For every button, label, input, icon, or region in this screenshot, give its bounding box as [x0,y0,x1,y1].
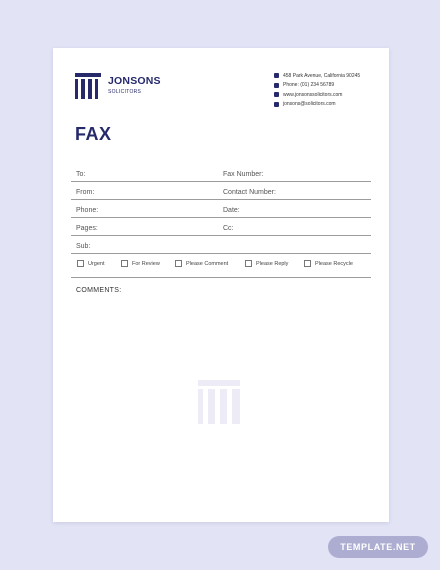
please-comment-checkbox[interactable] [175,260,228,267]
urgent-checkbox[interactable] [77,260,105,267]
sub-field[interactable]: Sub: [76,243,91,250]
field-row [71,164,371,182]
to-field[interactable]: To: [76,171,86,178]
template-net-badge: TEMPLATE.NET [328,536,428,558]
date-field[interactable]: Date: [223,207,240,214]
contact-block [274,71,360,109]
address-text: 458 Park Avenue, California 90245 [283,72,361,79]
fax-fields [71,164,371,254]
please-recycle-label: Please Recycle [315,260,353,267]
for-review-checkbox[interactable] [121,260,160,267]
checkbox-box[interactable] [175,260,182,267]
pillars-watermark-icon [198,380,240,424]
website-text: www.jonsonssolicitors.com [283,91,343,98]
cc-field[interactable]: Cc: [223,225,234,232]
field-row [71,200,371,218]
pillars-logo-icon [75,73,101,99]
from-field[interactable]: From: [76,189,95,196]
please-reply-label: Please Reply [256,260,289,267]
checkbox-box[interactable] [304,260,311,267]
document-title: FAX [75,124,112,144]
please-reply-checkbox[interactable] [245,260,288,267]
location-icon [274,73,279,78]
contact-address [274,71,360,81]
pages-field[interactable]: Pages: [76,225,98,232]
globe-icon [274,92,279,97]
urgent-label: Urgent [88,260,105,267]
please-recycle-checkbox[interactable] [304,260,353,267]
contact-website [274,90,360,100]
mail-icon [274,102,279,107]
contact-phone [274,81,360,91]
for-review-label: For Review [132,260,160,267]
fax-number-field[interactable]: Fax Number: [223,171,264,178]
phone-field[interactable]: Phone: [76,207,99,214]
contact-email [274,100,360,110]
field-row [71,182,371,200]
checkbox-box[interactable] [245,260,252,267]
company-subtitle: SOLICITORS [108,89,142,95]
contact-number-field[interactable]: Contact Number: [223,189,276,196]
checkbox-box[interactable] [77,260,84,267]
checkbox-row [71,249,371,278]
please-comment-label: Please Comment [186,260,229,267]
phone-icon [274,83,279,88]
phone-text: Phone: (01) 234 56789 [283,82,335,89]
email-text: jonsons@solicitors.com [283,101,336,108]
field-row [71,218,371,236]
checkbox-box[interactable] [121,260,128,267]
fax-document [53,48,389,522]
comments-label: COMMENTS: [76,287,122,294]
company-name: JONSONS [108,75,161,87]
